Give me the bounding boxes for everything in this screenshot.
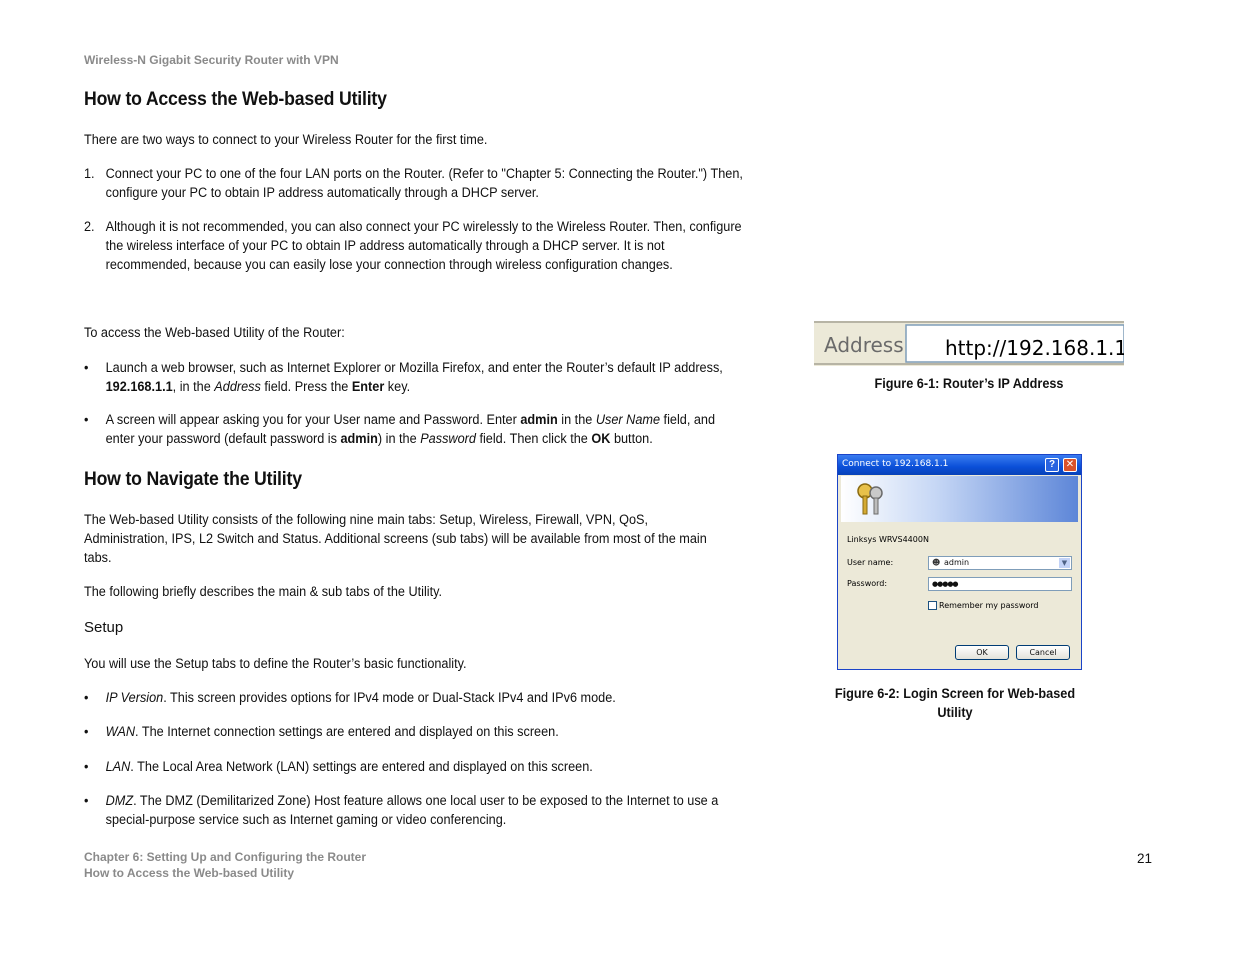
step-item-1 — [84, 164, 742, 204]
remember-label: Remember my password — [939, 601, 1039, 610]
figure-address-bar — [814, 321, 1124, 366]
ok-button[interactable]: OK — [955, 645, 1009, 660]
bullet-text: LAN. The Local Area Network (LAN) settings are entered and displayed on this screen. — [105, 759, 593, 774]
access-lead: To access the Web-based Utility of the Router: — [84, 325, 345, 340]
bullet-marker: • — [84, 412, 89, 427]
setup-item-dmz — [84, 791, 742, 831]
dialog-title: Connect to 192.168.1.1 — [842, 459, 949, 469]
bullet-marker: • — [84, 759, 89, 774]
bullet-marker: • — [84, 793, 89, 808]
navigate-paragraph-2: The following briefly describes the main & sub tabs of the Utility. — [84, 584, 443, 599]
subsection-title-setup: Setup — [84, 619, 124, 636]
bullet-marker: • — [84, 724, 89, 739]
password-field[interactable] — [928, 577, 1072, 591]
setup-item-lan — [84, 757, 742, 777]
remember-checkbox[interactable] — [928, 601, 937, 610]
setup-item-wan — [84, 722, 742, 742]
bullet-text: A screen will appear asking you for your User name and Password. Enter admin in the User Name field, and enter your password (default password is admin) in the Password field. Then click the OK button. — [105, 412, 716, 446]
address-label: Address — [824, 333, 904, 357]
user-name-field[interactable] — [928, 556, 1072, 570]
bullet-text: WAN. The Internet connection settings are entered and displayed on this screen. — [105, 724, 559, 739]
bullet-text: DMZ. The DMZ (Demilitarized Zone) Host feature allows one local user to be exposed to the Internet to use a special-purpose service such as Internet gaming or video conferencing. — [105, 793, 719, 827]
dialog-title-bar — [838, 455, 1081, 475]
address-url: http://192.168.1.1 — [945, 336, 1124, 360]
address-bar-graphic — [814, 321, 1124, 366]
bullet-marker: • — [84, 360, 89, 375]
cancel-button[interactable]: Cancel — [1016, 645, 1070, 660]
access-intro: There are two ways to connect to your Wireless Router for the first time. — [84, 132, 488, 147]
close-icon[interactable]: ✕ — [1063, 458, 1077, 472]
bullet-marker: • — [84, 690, 89, 705]
step-text: Although it is not recommended, you can also connect your PC wirelessly to the Wireless Router. Then, configure the wireless interface of your PC to obtain IP address automatically through a DHCP server. It is not recommended, because you can easily lose your connection through wireless configuration changes. — [105, 219, 742, 272]
step-item-2 — [84, 217, 742, 277]
footer-chapter: Chapter 6: Setting Up and Configuring the Router — [84, 850, 366, 864]
setup-item-ip-version — [84, 688, 742, 708]
step-marker: 2. — [84, 219, 95, 234]
step-marker: 1. — [84, 166, 95, 181]
help-icon[interactable]: ? — [1045, 458, 1059, 472]
navigate-paragraph-1: The Web-based Utility consists of the following nine main tabs: Setup, Wireless, Firewall, VPN, QoS, Administration, IPS, L2 Switch and Status. Additional screens (sub tabs) will be available from most of the main tabs. — [84, 512, 707, 565]
user-icon: ☻ — [932, 558, 941, 567]
user-name-value: admin — [944, 558, 970, 567]
dialog-banner — [841, 476, 1078, 522]
device-name: Linksys WRVS4400N — [847, 535, 929, 544]
footer-section: How to Access the Web-based Utility — [84, 866, 295, 880]
figure-caption-1: Figure 6-1: Router’s IP Address — [874, 376, 1064, 391]
login-dialog — [837, 454, 1082, 670]
section-title-access: How to Access the Web-based Utility — [84, 89, 387, 110]
password-label: Password: — [847, 579, 888, 588]
step-text: Connect your PC to one of the four LAN ports on the Router. (Refer to "Chapter 5: Connecting the Router.") Then, configure your PC to obtain IP address automatically through a DHCP server. — [105, 166, 743, 200]
chevron-down-icon[interactable]: ▼ — [1059, 558, 1070, 568]
user-name-label: User name: — [847, 558, 894, 567]
figure-caption-2: Figure 6-2: Login Screen for Web-based Utility — [834, 686, 1076, 720]
page-number: 21 — [1137, 851, 1153, 866]
running-header: Wireless-N Gigabit Security Router with VPN — [84, 53, 339, 67]
bullet-text: Launch a web browser, such as Internet Explorer or Mozilla Firefox, and enter the Router’s default IP address, 192.168.1.1, in the Address field. Press the Enter key. — [105, 360, 723, 394]
section-title-navigate: How to Navigate the Utility — [84, 469, 302, 490]
bullet-launch-browser — [84, 358, 742, 398]
bullet-text: IP Version. This screen provides options for IPv4 mode or Dual-Stack IPv4 and IPv6 mode. — [105, 690, 616, 705]
keys-icon — [851, 479, 891, 519]
bullet-login-screen — [84, 410, 742, 450]
setup-intro: You will use the Setup tabs to define the Router’s basic functionality. — [84, 656, 467, 671]
password-value: ●●●●● — [932, 580, 958, 588]
